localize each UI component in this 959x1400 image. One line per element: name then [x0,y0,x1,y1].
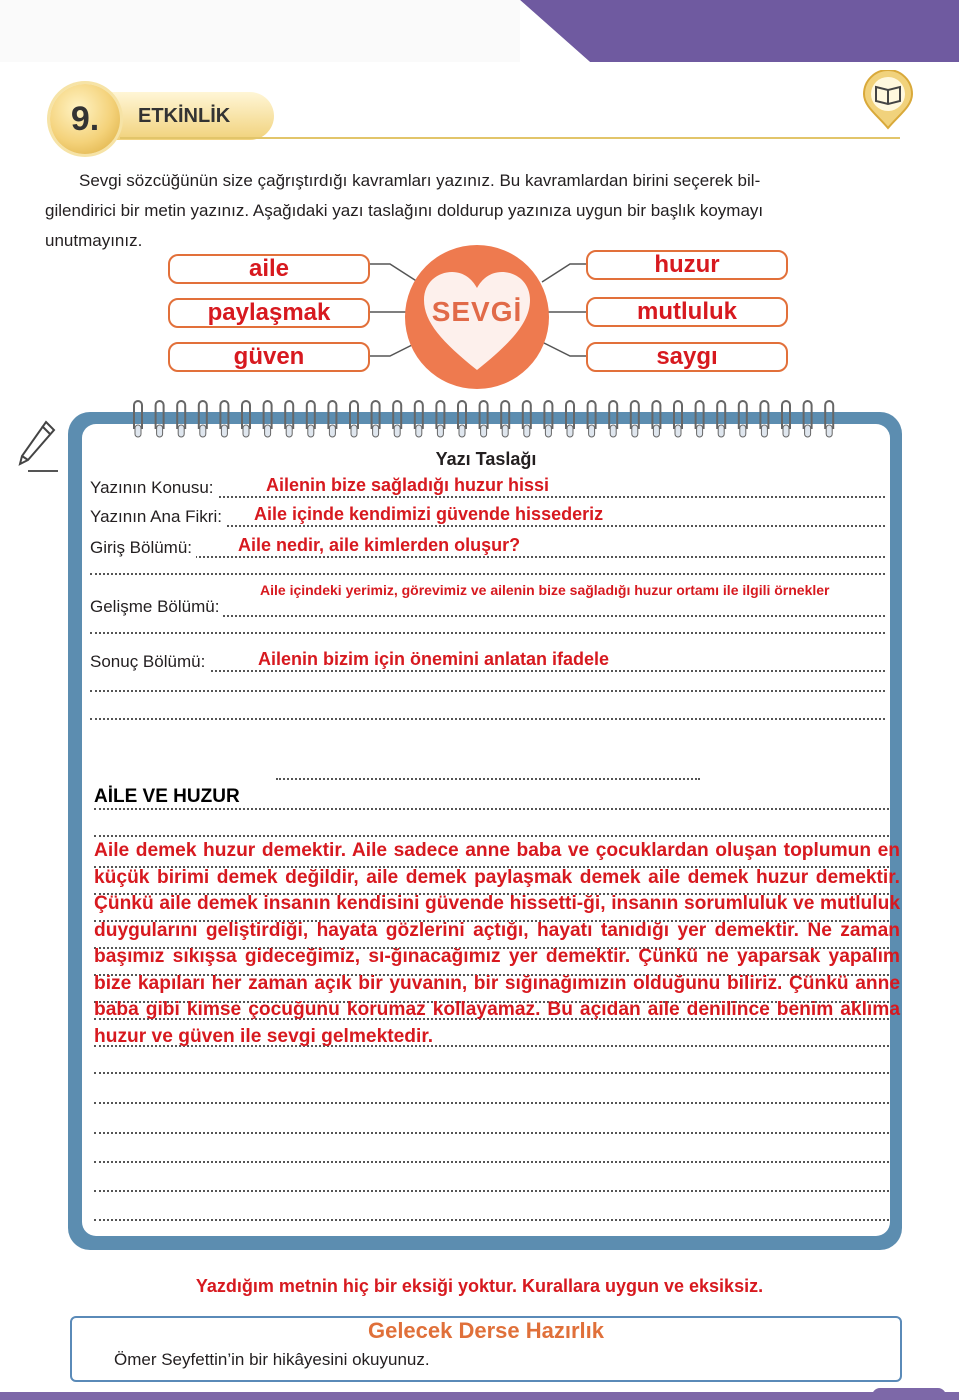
ring-hole [524,425,530,437]
ring-hole [805,425,811,437]
draft-label-topic: Yazının Konusu: [90,478,218,498]
ring-hole [826,425,832,437]
draft-label-conclusion: Sonuç Bölümü: [90,652,209,672]
ring-hole [308,425,314,437]
draft-row-conclusion [90,648,885,672]
draft-title: Yazı Taslağı [435,449,537,469]
ring-hole [567,425,573,437]
essay-line [94,1161,889,1163]
ring-hole [675,425,681,437]
ring-hole [416,425,422,437]
essay-body: Aile demek huzur demektir. Aile sadece anne baba ve çocuklardan oluşan toplumun en küçük birimi demek değildir, aile demek paylaşmak demek aile demek huzur demektir. Çünkü aile demek insanın kendisini güvende hissetti-ği, insanın sorumluluk ve mutluluk duygularını geliştirdiği, hayata gözlerini açtığı, hayatı tanıdığı yer demektir. Ne zaman başımız sıkışsa gideceğimiz, sı-ğınacağımız yer demektir. Çünkü ne yaparsak yapalım bize kapıları her zaman açık bir yuvanın, bir sığınağımızın olduğunu biliriz. Çünkü anne baba gibi kimse çocuğunu korumaz kollayamaz. Bu açıdan aile denilince benim aklıma huzur ve güven ile sevgi gelmektedir. [94,840,900,1047]
essay-title: AİLE VE HUZUR [94,786,240,807]
ring-hole [200,425,206,437]
spiral-binding [130,395,850,441]
draft-label-main-idea: Yazının Ana Fikri: [90,507,226,527]
ring-hole [329,425,335,437]
ring-hole [221,425,227,437]
ring-hole [761,425,767,437]
draft-row-topic [90,474,885,498]
essay-line [94,1102,889,1104]
draft-answer-intro: Aile nedir, aile kimlerden oluşur? [238,535,521,555]
draft-label-development: Gelişme Bölümü: [90,597,223,617]
pencil-icon [16,420,56,470]
ring-hole [697,425,703,437]
concept-left-1: aile [168,254,370,284]
ring-hole [740,425,746,437]
essay-line [94,1190,889,1192]
draft-row-main-idea [90,503,885,527]
footer-bar [0,1392,959,1400]
draft-answer-topic: Ailenin bize sağladığı huzur hissi [266,475,550,495]
essay-line [94,1219,889,1221]
title-line [276,778,700,780]
concept-right-1: huzur [586,250,788,280]
concept-right-2: mutluluk [586,297,788,327]
draft-label-intro: Giriş Bölümü: [90,538,196,558]
divider [120,137,900,139]
instructions-line-1: Sevgi sözcüğünün size çağrıştırdığı kavramları yazınız. Bu kavramlardan birini seçerek bil- [79,171,761,190]
ring-hole [653,425,659,437]
pencil-underline [28,470,58,472]
ring-hole [178,425,184,437]
essay-line [94,808,889,810]
concept-left-2: paylaşmak [168,298,370,328]
feedback-text: Yazdığım metnin hiç bir eksiği yoktur. Kurallara uygun ve eksiksiz. [195,1276,764,1296]
essay-line [94,1072,889,1074]
ring-hole [481,425,487,437]
concept-right-3: saygı [586,342,788,372]
essay-line [94,1132,889,1134]
draft-answer-main-idea: Aile içinde kendimizi güvende hissederiz [254,504,604,524]
ring-hole [718,425,724,437]
draft-answer-development: Aile içindeki yerimiz, görevimiz ve ailenin bize sağladığı huzur ortamı ile ilgili örnekler [260,582,830,598]
blank-line [90,632,885,634]
ring-hole [351,425,357,437]
ring-hole [373,425,379,437]
preparation-title: Gelecek Derse Hazırlık [367,1318,605,1343]
concept-center: SEVGİ [431,296,523,327]
blank-line [90,690,885,692]
ring-hole [243,425,249,437]
ring-hole [589,425,595,437]
ring-hole [437,425,443,437]
instructions-line-3: unutmayınız. [45,231,143,250]
preparation-text: Ömer Seyfettin’in bir hikâyesini okuyunuz. [114,1350,430,1369]
activity-number: 9. [50,84,120,154]
blank-line [90,573,885,575]
essay-line [94,835,889,837]
ring-hole [545,425,551,437]
instructions-line-2: gilendirici bir metin yazınız. Aşağıdaki yazı taslağını doldurup yazınıza uygun bir başlık koymayı [45,201,764,220]
ring-hole [632,425,638,437]
draft-answer-conclusion: Ailenin bizim için önemini anlatan ifadele [258,649,610,669]
ring-hole [135,425,141,437]
ring-hole [610,425,616,437]
ring-hole [783,425,789,437]
book-icon [858,70,918,130]
activity-label: ETKİNLİK [106,92,274,140]
header-decoration [520,0,959,62]
concept-left-3: güven [168,342,370,372]
page-number-tab [872,1388,946,1400]
ring-hole [286,425,292,437]
draft-row-intro [90,534,885,558]
ring-hole [265,425,271,437]
ring-hole [157,425,163,437]
ring-hole [394,425,400,437]
ring-hole [502,425,508,437]
blank-line [90,718,885,720]
ring-hole [459,425,465,437]
